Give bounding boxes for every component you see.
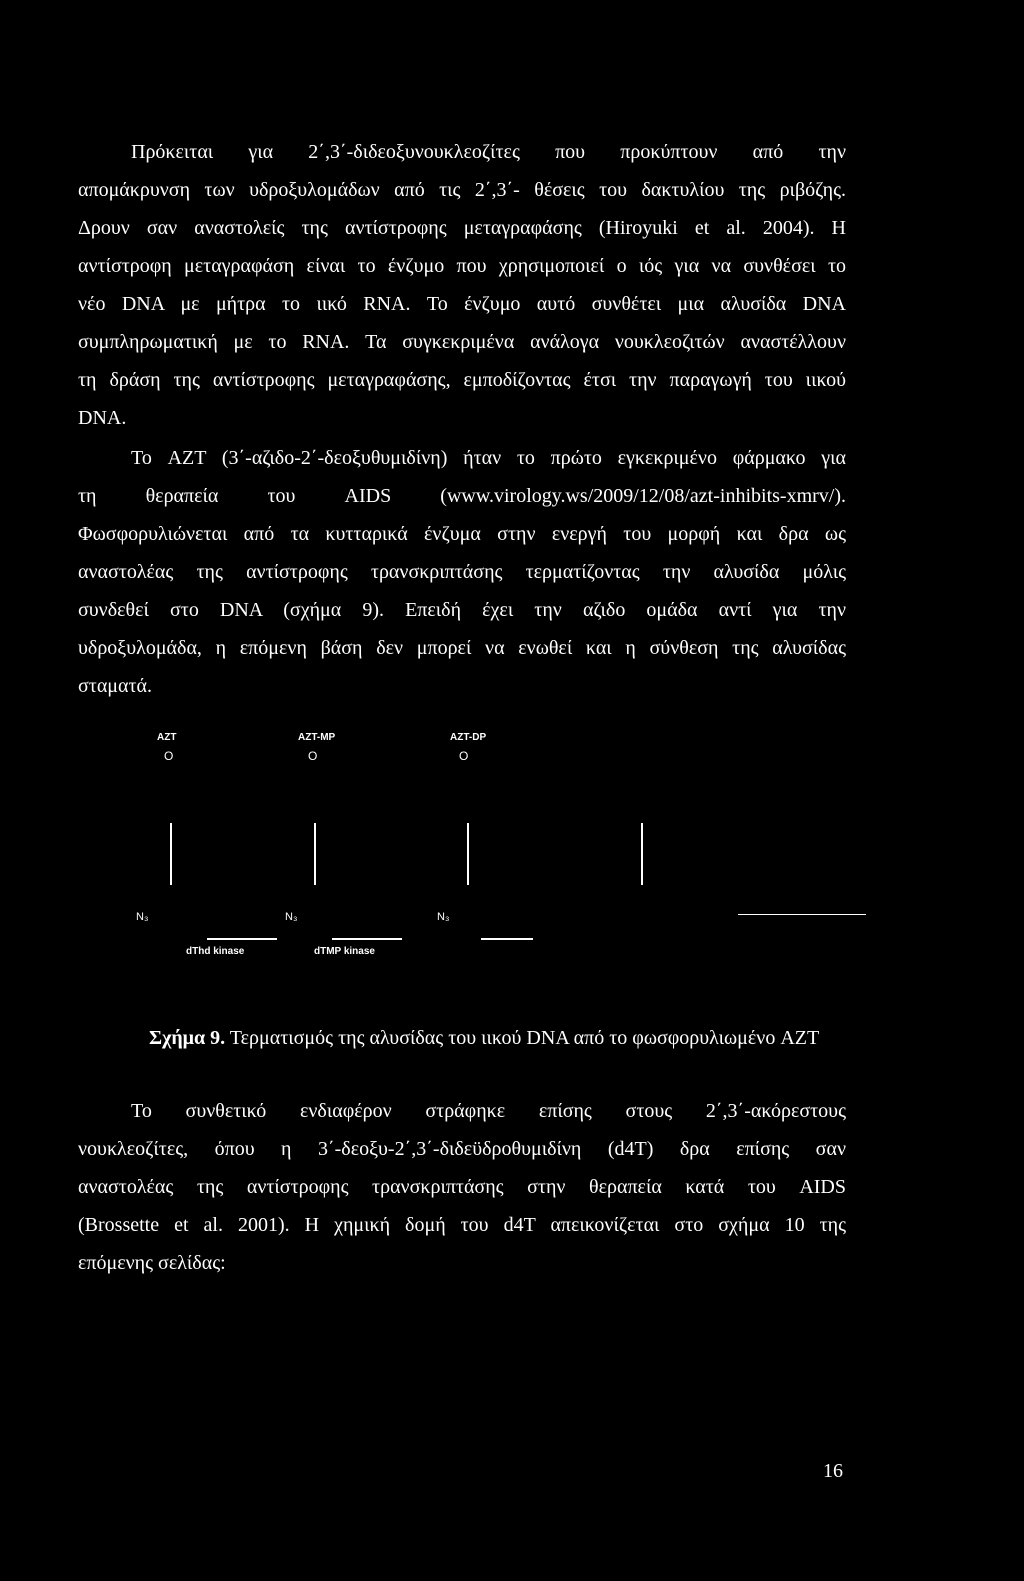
p3-line-3: αναστολέας της αντίστροφης τρανσκριπτάσης στην θεραπεία κατά του AIDS [78, 1176, 846, 1198]
compound-label-azt-dp: AZT-DP [450, 732, 487, 743]
dna-chain-line [738, 914, 866, 915]
reaction-arrow-2 [332, 938, 402, 940]
p2-line-1: Το AZT (3΄-αζιδο-2΄-δεοξυθυμιδίνη) ήταν το πρώτο εγκεκριμένο φάρμακο για [131, 447, 846, 469]
p1-line-6: συμπληρωματική με το RNA. Τα συγκεκριμένα ανάλογα νουκλεοζιτών αναστέλλουν [78, 331, 846, 353]
p2-line-2: τη θεραπεία του AIDS (www.virology.ws/2009/12/08/azt-inhibits-xmrv/). [78, 485, 846, 507]
compound-label-azt: AZT [157, 732, 177, 743]
p2-line-3: Φωσφορυλιώνεται από τα κυτταρικά ένζυμα στην ενεργή του μορφή και δρα ως [78, 523, 846, 545]
page-number: 16 [823, 1460, 843, 1482]
bond-line-2 [314, 823, 316, 885]
oxygen-atom-2: O [308, 749, 318, 763]
bond-line-4 [641, 823, 643, 885]
p1-line-7: τη δράση της αντίστροφης μεταγραφάσης, εμποδίζοντας έτσι την παραγωγή του ιικού [78, 369, 846, 391]
p1-line-3: Δρουν σαν αναστολείς της αντίστροφης μεταγραφάσης (Hiroyuki et al. 2004). Η [78, 217, 846, 239]
bond-line-1 [170, 823, 172, 885]
p1-line-5: νέο DNA με μήτρα το ιικό RNA. Το ένζυμο αυτό συνθέτει μια αλυσίδα DNA [78, 293, 846, 315]
p2-line-5: συνδεθεί στο DNA (σχήμα 9). Επειδή έχει την αζιδο ομάδα αντί για την [78, 599, 846, 621]
azide-group-3: N₃ [437, 911, 450, 923]
p2-line-6: υδροξυλομάδα, η επόμενη βάση δεν μπορεί να ενωθεί και η σύνθεση της αλυσίδας [78, 637, 846, 659]
reaction-arrow-1 [207, 938, 277, 940]
figure-caption-label: Σχήμα 9. [149, 1027, 226, 1049]
p1-line-8: DNA. [78, 407, 127, 429]
reaction-arrow-3 [481, 938, 533, 940]
p3-line-1: Το συνθετικό ενδιαφέρον στράφηκε επίσης στους 2΄,3΄-ακόρεστους [131, 1100, 846, 1122]
azide-group-2: N₃ [285, 911, 298, 923]
p1-line-1: Πρόκειται για 2΄,3΄-διδεοξυνουκλεοζίτες που προκύπτουν από την [131, 141, 846, 163]
figure-caption [149, 1026, 819, 1050]
p3-line-5: επόμενης σελίδας: [78, 1252, 226, 1274]
oxygen-atom-1: O [164, 749, 174, 763]
bond-line-3 [467, 823, 469, 885]
p1-line-2: απομάκρυνση των υδροξυλομάδων από τις 2΄,3΄- θέσεις του δακτυλίου της ριβόζης. [78, 179, 846, 201]
enzyme-label-dtmp-kinase: dTMP kinase [314, 946, 375, 957]
oxygen-atom-3: O [459, 749, 469, 763]
figure-caption-text: Τερματισμός της αλυσίδας του ιικού DNA από το φωσφορυλιωμένο AZT [225, 1027, 820, 1049]
p1-line-4: αντίστροφη μεταγραφάση είναι το ένζυμο που χρησιμοποιεί ο ιός για να συνθέσει το [78, 255, 846, 277]
compound-label-azt-mp: AZT-MP [298, 732, 336, 743]
p3-line-4: (Brossette et al. 2001). Η χημική δομή του d4T απεικονίζεται στο σχήμα 10 της [78, 1214, 846, 1236]
enzyme-label-dthd-kinase: dThd kinase [186, 946, 245, 957]
azide-group-1: N₃ [136, 911, 149, 923]
p2-line-7: σταματά. [78, 675, 153, 697]
p2-line-4: αναστολέας της αντίστροφης τρανσκριπτάσης τερματίζοντας την αλυσίδα μόλις [78, 561, 846, 583]
p3-line-2: νουκλεοζίτες, όπου η 3΄-δεοξυ-2΄,3΄-διδεϋδροθυμιδίνη (d4T) δρα επίσης σαν [78, 1138, 846, 1160]
